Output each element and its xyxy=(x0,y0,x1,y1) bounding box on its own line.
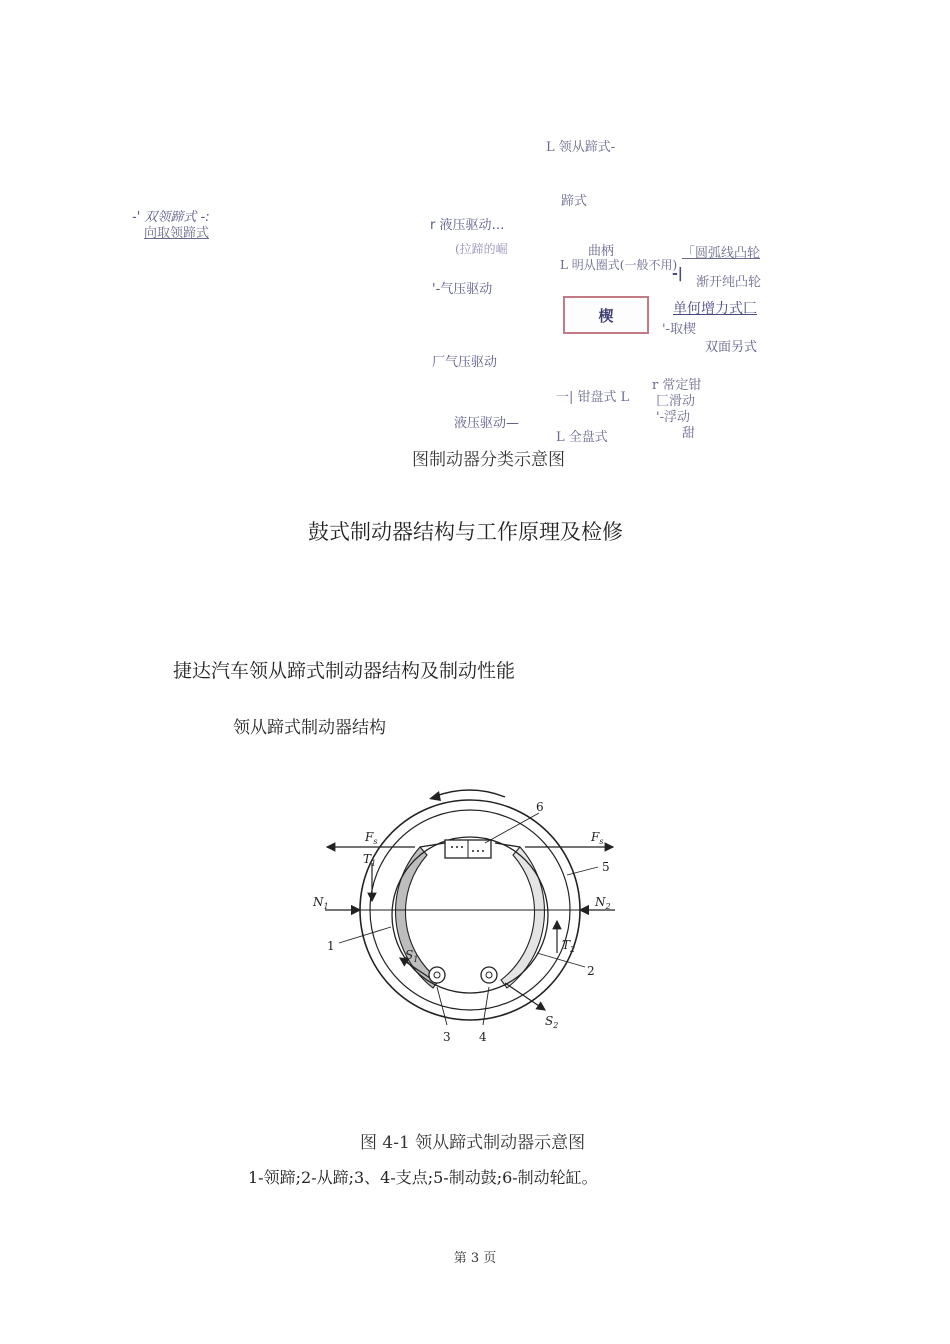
frag-hydraulic-2: 液压驱动— xyxy=(454,416,520,431)
label-n1: $N_1$ xyxy=(313,895,329,911)
frag-leading-trailing: L 领从蹄式- xyxy=(546,140,616,155)
frag-double-face: 双面另式 xyxy=(705,340,758,355)
rotation-arrowhead xyxy=(429,791,441,801)
frag-bidirectional: 向取领蹄式 xyxy=(144,226,210,241)
wedge-box xyxy=(563,296,649,334)
leading-shoe xyxy=(396,847,439,988)
frag-pull-shoe: (拉蹄的崛 xyxy=(455,242,508,256)
frag-dash-bracket: -| xyxy=(672,266,683,282)
frag-hydraulic-1: r 液压驱动… xyxy=(430,218,505,233)
label-t1: $T_1$ xyxy=(363,852,377,868)
frag-pneumatic-1: '-气压驱动 xyxy=(432,282,493,297)
label-f-right: $F_s$ xyxy=(591,830,604,846)
frag-pneumatic-2: 厂气压驱动 xyxy=(432,355,498,370)
frag-full-disc: L 全盘式 xyxy=(556,430,608,445)
frag-take-wedge: '-取楔 xyxy=(662,322,696,337)
frag-fixed-caliper: r 常定钳 xyxy=(652,378,702,393)
label-t2: $T_2$ xyxy=(562,938,576,954)
subsection-title: 捷达汽车领从蹄式制动器结构及制动性能 xyxy=(173,660,516,682)
frag-caliper-disc: 一| 钳盘式 L xyxy=(556,390,630,405)
label-num-6: 6 xyxy=(536,800,544,814)
section-title: 鼓式制动器结构与工作原理及检修 xyxy=(308,520,623,544)
label-num-5: 5 xyxy=(602,860,610,874)
frag-sweet: 甜 xyxy=(682,426,696,441)
frag-floating: '-浮动 xyxy=(656,410,690,425)
frag-shoe-type: 蹄式 xyxy=(561,194,588,209)
label-s2: $S_2$ xyxy=(545,1014,559,1030)
label-num-1: 1 xyxy=(327,939,335,953)
page-number: 第 3 页 xyxy=(453,1251,497,1266)
drum-brake-diagram xyxy=(305,775,635,1050)
label-f-left: $F_s$ xyxy=(365,830,378,846)
figure2-legend: 1-领蹄;2-从蹄;3、4-支点;5-制动鼓;6-制动轮缸。 xyxy=(248,1168,598,1187)
frag-cam-arc: 「圆弧线凸轮 xyxy=(682,246,761,261)
label-s1: $S_1$ xyxy=(405,948,419,964)
rotation-arrow xyxy=(433,790,505,797)
label-n2: $N_2$ xyxy=(595,895,611,911)
anchor-pin-3 xyxy=(429,967,445,983)
frag-wedge: 楔 xyxy=(598,306,614,325)
anchor-pin-4 xyxy=(481,967,497,983)
label-num-2: 2 xyxy=(587,964,595,978)
figure1-caption: 图制动器分类示意图 xyxy=(412,450,565,470)
frag-dual-leading: -' 双领蹄式 -: xyxy=(132,210,210,225)
label-num-4: 4 xyxy=(479,1030,487,1044)
frag-crank: 曲柄 xyxy=(588,244,615,259)
frag-single-increase: 单何增力式匚 xyxy=(673,301,757,317)
subsubsection-title: 领从蹄式制动器结构 xyxy=(233,718,386,738)
frag-involute-cam: 渐开纯凸轮 xyxy=(696,275,762,290)
trailing-shoe xyxy=(501,847,544,988)
label-num-3: 3 xyxy=(443,1030,451,1044)
frag-sliding: 匚滑动 xyxy=(656,394,696,409)
figure2-caption: 图 4-1 领从蹄式制动器示意图 xyxy=(360,1133,586,1153)
frag-mingfu: L 明从圈式(一般不用) xyxy=(560,258,678,272)
